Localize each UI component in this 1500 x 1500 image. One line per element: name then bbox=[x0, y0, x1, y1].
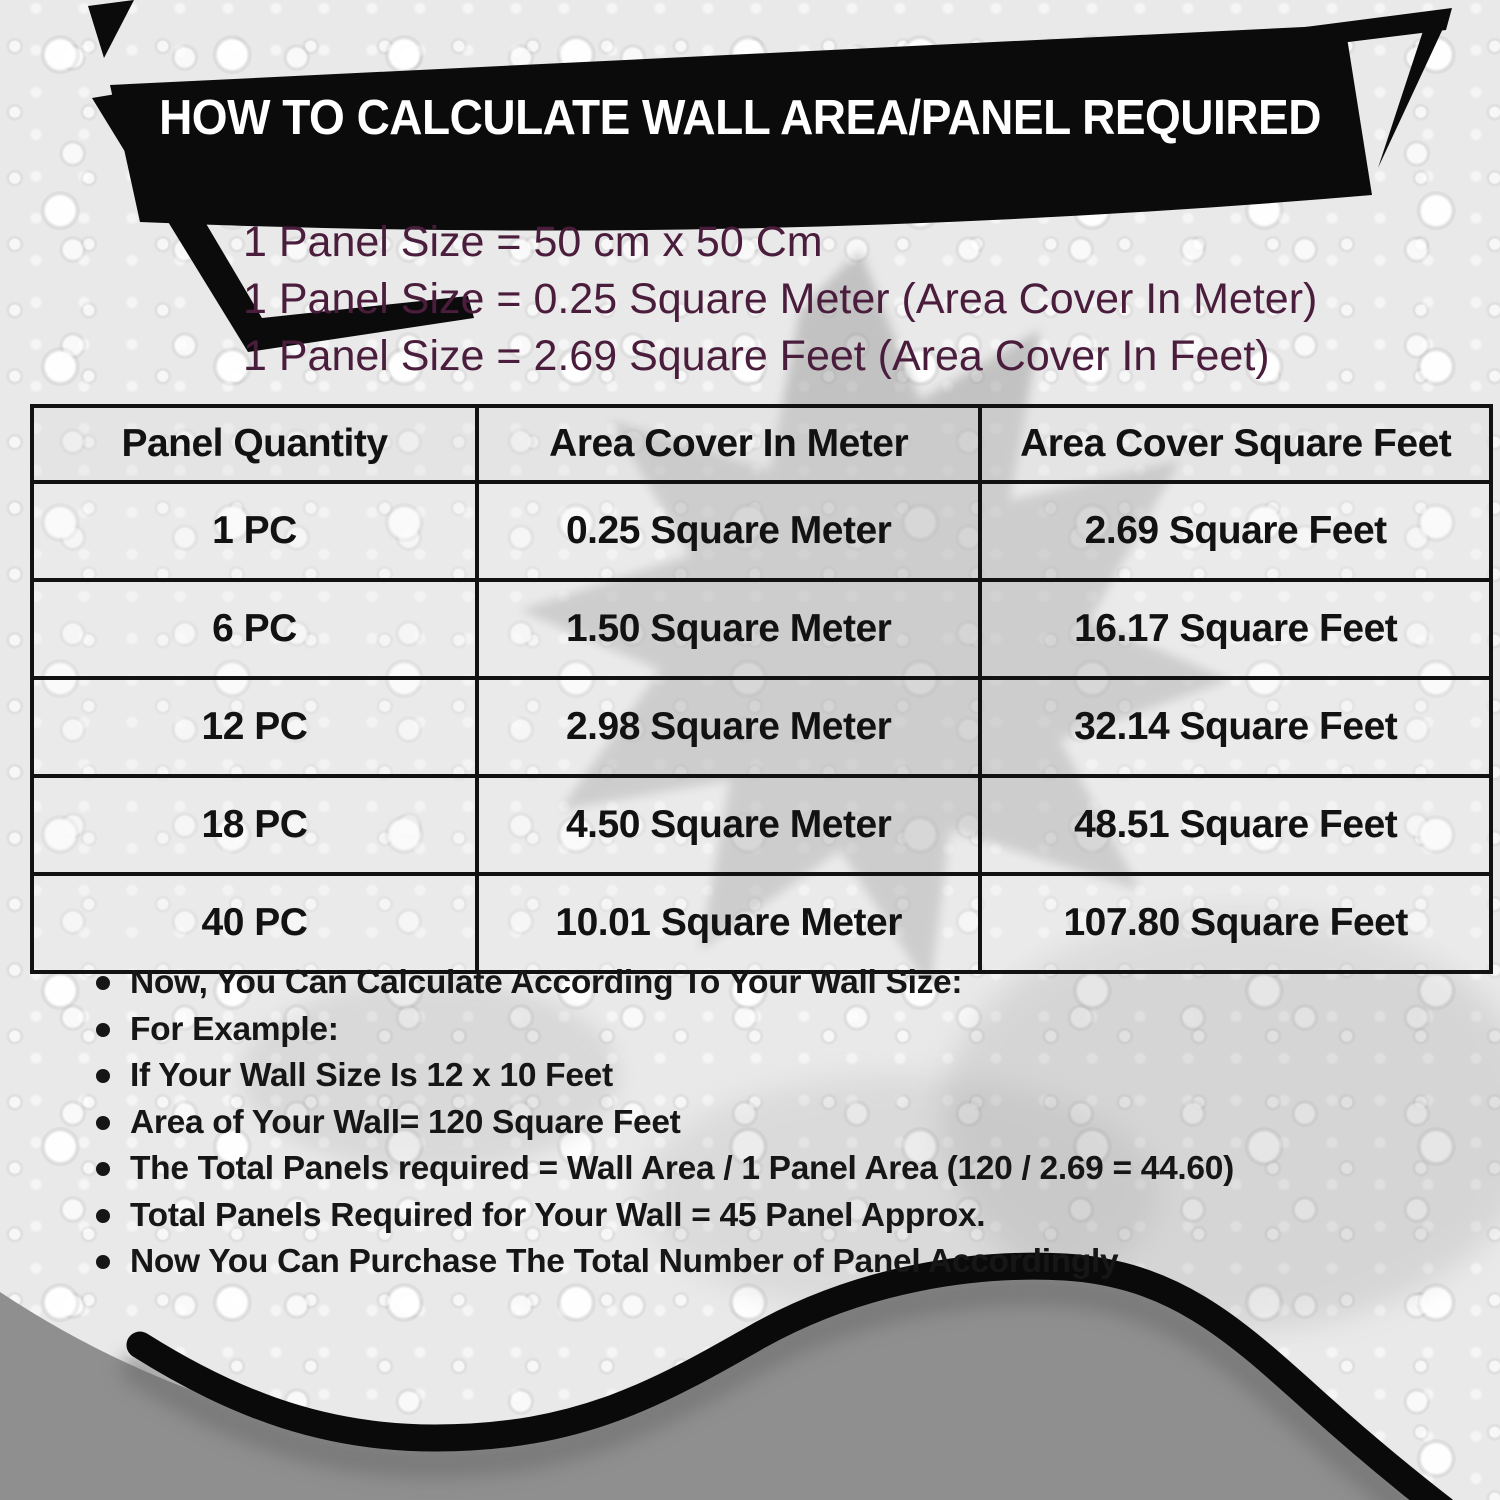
bullet-icon bbox=[96, 1116, 110, 1130]
table-cell: 1.50 Square Meter bbox=[477, 580, 980, 678]
table-cell: 10.01 Square Meter bbox=[477, 874, 980, 972]
table-cell: 48.51 Square Feet bbox=[980, 776, 1491, 874]
list-item bbox=[96, 960, 1456, 1007]
banner-accent-top-right-flick bbox=[1378, 22, 1446, 168]
table-cell: 18 PC bbox=[32, 776, 477, 874]
bullet-icon bbox=[96, 1023, 110, 1037]
list-item-text: Area of Your Wall= 120 Square Feet bbox=[130, 1103, 681, 1141]
table-cell: 16.17 Square Feet bbox=[980, 580, 1491, 678]
list-item bbox=[96, 1007, 1456, 1054]
panel-size-line: 1 Panel Size = 0.25 Square Meter (Area Cover In Meter) bbox=[243, 275, 1318, 323]
list-item bbox=[96, 1239, 1456, 1286]
page-title: HOW TO CALCULATE WALL AREA/PANEL REQUIRED bbox=[159, 89, 1321, 145]
list-item-text: Total Panels Required for Your Wall = 45 Panel Approx. bbox=[130, 1196, 986, 1234]
table-cell: 2.69 Square Feet bbox=[980, 482, 1491, 580]
table-row bbox=[32, 678, 1491, 776]
table-cell: 40 PC bbox=[32, 874, 477, 972]
list-item bbox=[96, 1100, 1456, 1147]
table-header-row bbox=[32, 406, 1491, 482]
table-row bbox=[32, 482, 1491, 580]
list-item-text: Now You Can Purchase The Total Number of Panel Accordingly bbox=[130, 1243, 1119, 1281]
table-cell: 1 PC bbox=[32, 482, 477, 580]
table-cell: 12 PC bbox=[32, 678, 477, 776]
table-header-cell: Area Cover Square Feet bbox=[980, 406, 1491, 482]
bullet-icon bbox=[96, 1209, 110, 1223]
list-item-text: Now, You Can Calculate According To Your Wall Size: bbox=[130, 964, 963, 1002]
table-cell: 6 PC bbox=[32, 580, 477, 678]
list-item bbox=[96, 1146, 1456, 1193]
list-item bbox=[96, 1193, 1456, 1240]
panel-size-line: 1 Panel Size = 50 cm x 50 Cm bbox=[243, 218, 823, 266]
table-cell: 107.80 Square Feet bbox=[980, 874, 1491, 972]
bullet-icon bbox=[96, 1255, 110, 1269]
bullet-icon bbox=[96, 1069, 110, 1083]
table-cell: 0.25 Square Meter bbox=[477, 482, 980, 580]
list-item-text: The Total Panels required = Wall Area / 1 Panel Area (120 / 2.69 = 44.60) bbox=[130, 1150, 1234, 1188]
instructions-list bbox=[96, 960, 1456, 1286]
bullet-icon bbox=[96, 1162, 110, 1176]
table-row bbox=[32, 776, 1491, 874]
table-row bbox=[32, 874, 1491, 972]
list-item-text: For Example: bbox=[130, 1010, 339, 1048]
panel-area-table bbox=[30, 404, 1493, 974]
list-item-text: If Your Wall Size Is 12 x 10 Feet bbox=[130, 1057, 613, 1095]
table-header-cell: Panel Quantity bbox=[32, 406, 477, 482]
table-cell: 2.98 Square Meter bbox=[477, 678, 980, 776]
panel-size-line: 1 Panel Size = 2.69 Square Feet (Area Cover In Feet) bbox=[243, 332, 1270, 380]
panel-size-lines bbox=[243, 214, 1317, 385]
list-item bbox=[96, 1053, 1456, 1100]
table-header-cell: Area Cover In Meter bbox=[477, 406, 980, 482]
banner-accent-top-left bbox=[88, 0, 134, 58]
bullet-icon bbox=[96, 976, 110, 990]
table-cell: 32.14 Square Feet bbox=[980, 678, 1491, 776]
table-row bbox=[32, 580, 1491, 678]
table-cell: 4.50 Square Meter bbox=[477, 776, 980, 874]
